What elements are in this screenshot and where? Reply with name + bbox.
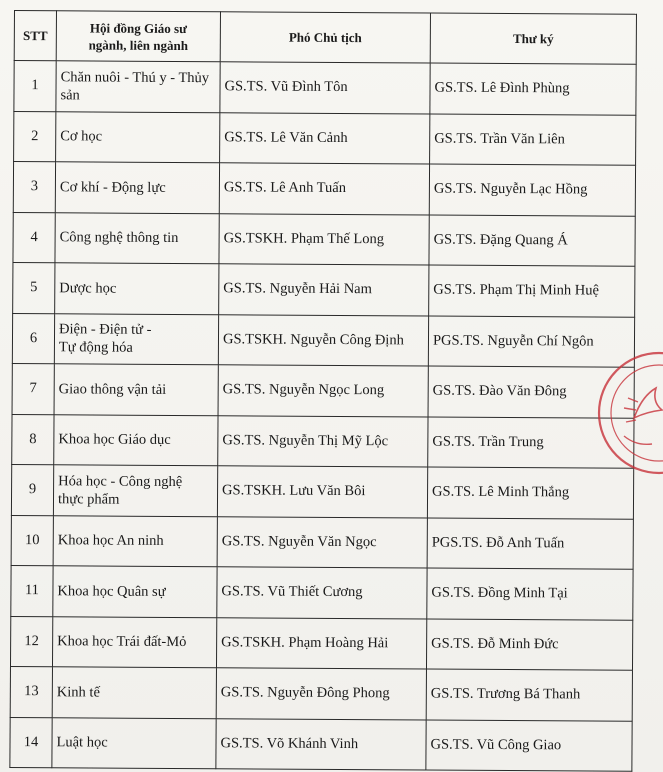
cell-vice-chair: GS.TS. Võ Khánh Vinh — [216, 718, 426, 770]
table-row — [12, 363, 634, 417]
cell-council — [52, 667, 216, 719]
header-council-line1: Hội đồng Giáo sư — [89, 19, 187, 36]
council-name-line: Tự động hóa — [58, 339, 133, 356]
cell-council — [53, 566, 217, 618]
cell-vice-chair: GS.TSKH. Phạm Thế Long — [219, 213, 429, 265]
header-secretary: Thư ký — [430, 13, 636, 64]
table-row — [11, 565, 633, 619]
cell-secretary: GS.TS. Nguyễn Lạc Hồng — [429, 164, 635, 216]
header-council-line2: ngành, liên ngành — [88, 36, 189, 53]
cell-secretary: GS.TS. Đặng Quang Á — [429, 215, 635, 267]
cell-stt: 7 — [12, 363, 54, 414]
council-name-line: Cơ học — [60, 128, 103, 145]
council-table — [9, 10, 637, 772]
cell-secretary: PGS.TS. Đỗ Anh Tuấn — [427, 518, 633, 570]
cell-secretary: GS.TS. Trương Bá Thanh — [426, 669, 632, 721]
cell-stt: 3 — [13, 162, 55, 213]
table-row — [12, 313, 634, 367]
council-name-line: Khoa học Giáo dục — [58, 431, 171, 449]
cell-stt: 10 — [11, 515, 53, 566]
cell-vice-chair: GS.TS. Vũ Thiết Cương — [217, 567, 427, 619]
council-name-line: Kinh tế — [56, 684, 100, 701]
council-name-line: Hóa học - Công nghệ — [58, 473, 183, 490]
cell-council — [54, 414, 218, 466]
cell-secretary: GS.TS. Lê Đình Phùng — [430, 63, 636, 115]
table-body — [10, 61, 636, 772]
cell-vice-chair: GS.TS. Nguyễn Thị Mỹ Lộc — [218, 415, 428, 467]
cell-stt: 4 — [13, 212, 55, 263]
cell-council — [52, 616, 216, 668]
cell-stt: 6 — [12, 313, 54, 364]
cell-council — [53, 515, 217, 567]
red-seal-stamp — [594, 348, 663, 478]
cell-secretary: PGS.TS. Nguyễn Chí Ngôn — [428, 316, 634, 368]
header-stt: STT — [14, 11, 56, 61]
cell-vice-chair: GS.TS. Lê Văn Cảnh — [220, 112, 430, 164]
cell-stt: 9 — [11, 464, 53, 515]
cell-secretary: GS.TS. Vũ Công Giao — [426, 720, 632, 772]
table-row — [13, 262, 635, 316]
council-name-line: Chăn nuôi - Thú y - Thủy — [60, 69, 210, 86]
cell-vice-chair: GS.TSKH. Phạm Hoàng Hải — [216, 617, 426, 669]
header-council — [56, 11, 220, 62]
cell-vice-chair: GS.TS. Nguyễn Văn Ngọc — [217, 516, 427, 568]
cell-secretary: GS.TS. Đồng Minh Tại — [427, 568, 633, 620]
table-row — [13, 212, 635, 266]
table-row — [10, 616, 632, 670]
cell-council — [56, 61, 220, 113]
cell-secretary: GS.TS. Phạm Thị Minh Huệ — [429, 265, 635, 317]
cell-secretary: GS.TS. Lê Minh Thắng — [427, 467, 633, 519]
council-name-line: Điện - Điện tử - — [59, 321, 152, 339]
council-name-line: Khoa học An ninh — [57, 532, 164, 550]
table-row — [12, 414, 634, 468]
council-name-line: thực phẩm — [57, 491, 120, 508]
table-row — [10, 717, 632, 771]
table-row — [11, 515, 633, 569]
cell-vice-chair: GS.TS. Vũ Đình Tôn — [220, 62, 430, 114]
cell-stt: 5 — [13, 262, 55, 313]
cell-stt: 13 — [10, 666, 52, 717]
cell-council — [54, 364, 218, 416]
cell-stt: 12 — [10, 616, 52, 667]
cell-stt: 8 — [12, 414, 54, 465]
table-row — [14, 111, 636, 165]
cell-vice-chair: GS.TS. Lê Anh Tuấn — [219, 163, 429, 215]
council-name-line: Dược học — [59, 280, 117, 297]
cell-council — [55, 162, 219, 214]
cell-council — [52, 717, 216, 769]
cell-stt: 1 — [14, 61, 56, 112]
cell-vice-chair: GS.TS. Nguyễn Đông Phong — [216, 668, 426, 720]
council-name-line: Luật học — [56, 734, 108, 751]
cell-stt: 2 — [14, 111, 56, 162]
council-name-line: sản — [60, 87, 80, 104]
cell-council — [54, 313, 218, 365]
cell-vice-chair: GS.TSKH. Lưu Văn Bôi — [217, 466, 427, 518]
table-row — [10, 666, 632, 720]
table-row — [11, 464, 633, 518]
cell-council — [55, 212, 219, 264]
table-row — [14, 61, 636, 115]
cell-council — [56, 111, 220, 163]
cell-secretary: GS.TS. Trần Văn Liên — [430, 114, 636, 166]
cell-secretary: GS.TS. Đào Văn Đông — [428, 366, 634, 418]
council-name-line: Khoa học Quân sự — [57, 583, 166, 600]
council-name-line: Khoa học Trái đất-Mỏ — [57, 633, 187, 651]
cell-council — [55, 263, 219, 315]
cell-stt: 14 — [10, 717, 52, 768]
header-vice-chair: Phó Chủ tịch — [220, 12, 430, 63]
cell-council — [53, 465, 217, 517]
table-row — [13, 162, 635, 216]
cell-secretary: GS.TS. Đỗ Minh Đức — [426, 619, 632, 671]
table-header-row — [14, 11, 636, 65]
council-name-line: Công nghệ thông tin — [59, 229, 179, 247]
cell-secretary: GS.TS. Trần Trung — [428, 417, 634, 469]
council-name-line: Giao thông vận tải — [58, 381, 167, 398]
cell-vice-chair: GS.TS. Nguyễn Hải Nam — [219, 264, 429, 316]
cell-vice-chair: GS.TSKH. Nguyễn Công Định — [218, 314, 428, 366]
cell-vice-chair: GS.TS. Nguyễn Ngọc Long — [218, 365, 428, 417]
council-name-line: Cơ khí - Động lực — [59, 179, 166, 196]
cell-stt: 11 — [11, 565, 53, 616]
